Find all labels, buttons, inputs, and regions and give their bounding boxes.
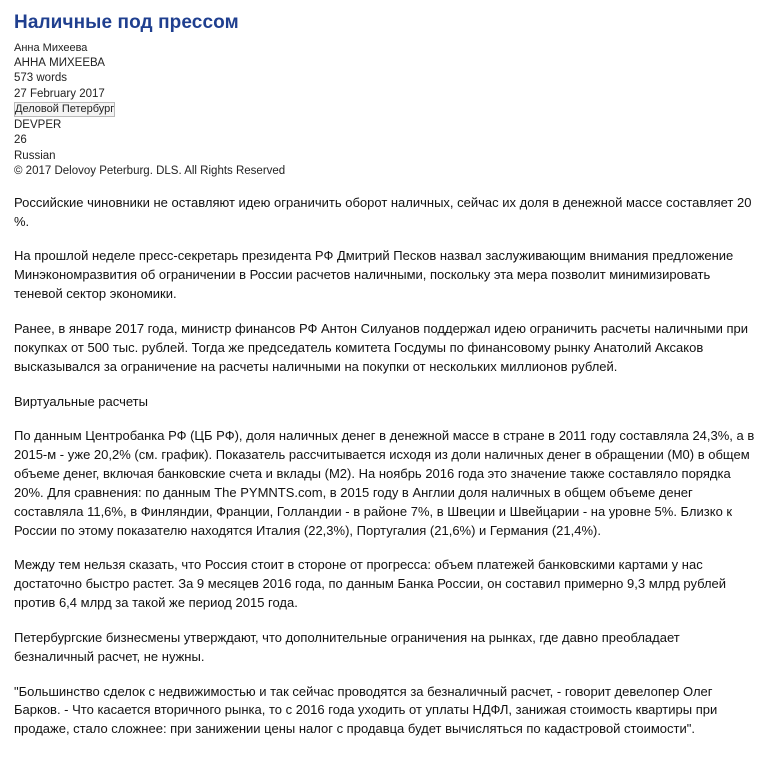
paragraph: По данным Центробанка РФ (ЦБ РФ), доля наличных денег в денежной массе в стране в 2011 году составляла 24,3%, а в 2015-м - уже 20,2% (см. график). Показатель рассчитывается исходя из доли наличных денег в обращении (М0) в общем объеме денег, включая банковские счета и вклады (М2). На ноябрь 2016 года это значение также составляло порядка 20%. Для сравнения: по данным The PYMNTS.com, в 2015 году в Англии доля наличных в общем объеме денег составляла 11,6%, в Финляндии, Франции, Голландии - в районе 7%, в Швеции и Швейцарии - на уровне 5%. Близко к России по этому показателю находятся Италия (22,3%), Португалия (21,6%) и Германия (21,4%). <box>14 428 755 538</box>
paragraph-quote: "Большинство сделок с недвижимостью и так сейчас проводятся за безналичный расчет, - говорит девелопер Олег Барков. - Что касается вторичного рынка, то с 2016 года уходить от уплаты НДФЛ, занижая стоимость квартиры при продаже, стало сложнее: при занижении цены налог с продавца будет вычисляться по кадастровой стоимости". <box>14 683 718 737</box>
source-badge: Деловой Петербург <box>14 102 115 117</box>
paragraph: Ранее, в январе 2017 года, министр финансов РФ Антон Силуанов поддержал идею ограничить расчеты наличными при покупках от 500 тыс. рублей. Тогда же председатель комитета Госдумы по финансовому рынку Анатолий Аксаков высказывался за ограничение на расчеты наличными на покупки от нескольких миллионов рублей. <box>14 320 749 374</box>
copyright-notice: © 2017 Delovoy Peterburg. DLS. All Rights Reserved <box>14 165 286 178</box>
article-body <box>14 194 757 739</box>
publication-date: 27 February 2017 <box>14 87 105 100</box>
paragraph: На прошлой неделе пресс-секретарь президента РФ Дмитрий Песков назвал заслуживающим внимания предложение Минэкономразвития об ограничении в России расчетов наличными, поскольку эта мера позволит минимизировать теневой сектор экономики. <box>14 248 734 302</box>
language: Russian <box>14 149 56 162</box>
byline: Анна Михеева <box>14 41 88 54</box>
page-number: 26 <box>14 134 27 147</box>
author-name: АННА МИХЕЕВА <box>14 56 105 69</box>
page-title: Наличные под прессом <box>14 12 239 33</box>
paragraph: Петербургские бизнесмены утверждают, что дополнительные ограничения на рынках, где давно преобладает безналичный расчет, не нужны. <box>14 629 680 664</box>
word-count: 573 words <box>14 72 68 85</box>
document-metadata <box>14 41 757 180</box>
paragraph: Между тем нельзя сказать, что Россия стоит в стороне от прогресса: объем платежей банковскими картами у нас достаточно быстро растет. За 9 месяцев 2016 года, по данным Банка России, он составил примерно 9,3 млрд рублей против 6,4 млрд за такой же период 2015 года. <box>14 557 727 611</box>
section-subheading: Виртуальные расчеты <box>14 393 148 409</box>
paragraph: Российские чиновники не оставляют идею ограничить оборот наличных, сейчас их доля в денежной массе составляет 20 %. <box>14 194 752 229</box>
source-code: DEVPER <box>14 118 62 131</box>
